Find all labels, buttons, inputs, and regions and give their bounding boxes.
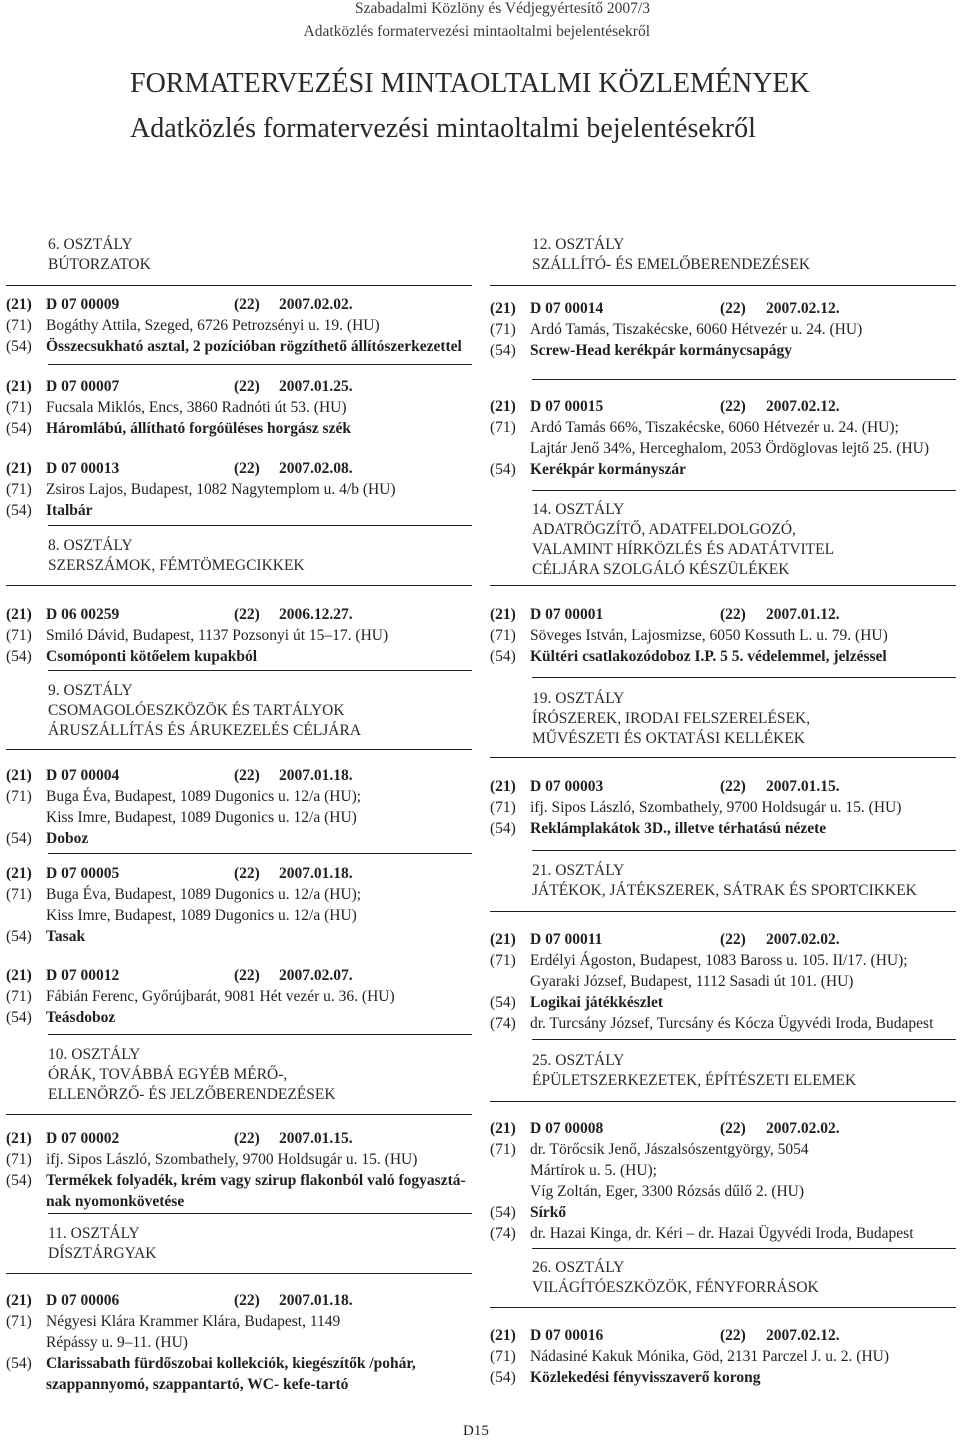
design-entry: (21) D 07 00014 (22) 2007.02.12. (71) Ardó Tamás, Tiszakécske, 6060 Hétvezér u. 24. (HU) (54) Screw-Head kerékpár kormánycsapágy — [490, 300, 863, 359]
design-entry: (21) D 07 00015 (22) 2007.02.12. (71) Ardó Tamás 66%, Tiszakécske, 6060 Hétvezér u. 24. (HU); Lajtár Jenő 34%, Herceghalom, 2053 Ördöglovas lejtő 25. (HU) (54) Kerékpár kormányszár — [490, 398, 930, 478]
divider — [48, 1034, 472, 1035]
class-name: CSOMAGOLÓESZKÖZÖK ÉS TARTÁLYOK — [48, 702, 345, 719]
divider — [48, 670, 472, 671]
reg-number: D 07 00007 — [46, 378, 120, 395]
divider — [6, 285, 472, 286]
class-number: 9. OSZTÁLY — [48, 682, 133, 699]
class-name: CÉLJÁRA SZOLGÁLÓ KÉSZÜLÉKEK — [532, 561, 790, 578]
applicant: Zsiros Lajos, Budapest, 1082 Nagytemplom u. 4/b (HU) — [46, 481, 396, 498]
agent: dr. Turcsány József, Turcsány és Kócza Ügyvédi Iroda, Budapest — [530, 1015, 934, 1032]
filing-date: 2007.01.15. — [279, 1130, 353, 1147]
design-title: Doboz — [46, 830, 89, 847]
class-heading — [48, 536, 305, 576]
applicant: ifj. Sipos László, Szombathely, 9700 Holdsugár u. 15. (HU) — [46, 1151, 418, 1168]
reg-number: D 07 00004 — [46, 767, 120, 784]
applicant: Ardó Tamás 66%, Tiszakécske, 6060 Hétvezér u. 24. (HU); — [530, 419, 899, 436]
applicant: Erdélyi Ágoston, Budapest, 1083 Baross u. 105. II/17. (HU); — [530, 952, 908, 969]
reg-number: D 07 00002 — [46, 1130, 120, 1147]
applicant: dr. Törőcsik Jenő, Jászalsószentgyörgy, 5054 — [530, 1141, 809, 1158]
class-name: VALAMINT HÍRKÖZLÉS ÉS ADATÁTVITEL — [532, 541, 835, 558]
applicant: Bogáthy Attila, Szeged, 6726 Petrozsényi u. 19. (HU) — [46, 317, 380, 334]
class-number: 11. OSZTÁLY — [48, 1225, 140, 1242]
reg-number: D 07 00008 — [530, 1120, 604, 1137]
page-title: FORMATERVEZÉSI MINTAOLTALMI KÖZLEMÉNYEK — [130, 68, 810, 99]
design-title: Közlekedési fényvisszaverő korong — [530, 1369, 761, 1386]
design-title: nak nyomonkövetése — [46, 1193, 185, 1210]
design-entry: (21) D 07 00006 (22) 2007.01.18. (71) Négyesi Klára Krammer Klára, Budapest, 1149 Répássy u. 9–11. (HU) (54) Clarissabath fürdőszobai kollekciók, kiegészítők /pohár, szappannyomó, szappantartó, WC- kefe-tartó — [6, 1292, 416, 1393]
applicant: Lajtár Jenő 34%, Herceghalom, 2053 Ördöglovas lejtő 25. (HU) — [530, 440, 930, 457]
filing-date: 2007.02.12. — [766, 300, 840, 317]
class-name: ÓRÁK, TOVÁBBÁ EGYÉB MÉRŐ-, — [48, 1066, 288, 1083]
design-title: Csomóponti kötőelem kupakból — [46, 648, 258, 665]
design-title: Italbár — [46, 502, 93, 519]
class-name: ÉPÜLETSZERKEZETEK, ÉPÍTÉSZETI ELEMEK — [532, 1072, 857, 1089]
design-title: Tasak — [46, 928, 86, 945]
filing-date: 2007.02.02. — [766, 1120, 840, 1137]
reg-number: D 06 00259 — [46, 606, 120, 623]
divider — [48, 525, 472, 526]
page-subtitle: Adatközlés formatervezési mintaoltalmi bejelentésekről — [130, 113, 756, 144]
design-title: Screw-Head kerékpár kormánycsapágy — [530, 342, 793, 359]
design-entry: (21) D 07 00003 (22) 2007.01.15. (71) ifj. Sipos László, Szombathely, 9700 Holdsugár u. 15. (HU) (54) Reklámplakátok 3D., illetve térhatású nézete — [490, 778, 902, 837]
class-name: VILÁGÍTÓESZKÖZÖK, FÉNYFORRÁSOK — [532, 1279, 819, 1296]
applicant: Nádasiné Kakuk Mónika, Göd, 2131 Parczel J. u. 2. (HU) — [530, 1348, 890, 1365]
applicant: Kiss Imre, Budapest, 1089 Dugonics u. 12/a (HU) — [46, 809, 357, 826]
divider — [490, 285, 956, 286]
design-entry: (21) D 07 00013 (22) 2007.02.08. (71) Zsiros Lajos, Budapest, 1082 Nagytemplom u. 4/b (HU) (54) Italbár — [6, 460, 396, 519]
design-entry: (21) D 07 00009 (22) 2007.02.02. (71) Bogáthy Attila, Szeged, 6726 Petrozsényi u. 19. (HU) (54) Összecsukható asztal, 2 pozícióban rögzíthető állítószerkezettel — [6, 296, 462, 355]
class-heading — [532, 1258, 819, 1298]
applicant: Buga Éva, Budapest, 1089 Dugonics u. 12/a (HU); — [46, 886, 362, 903]
class-heading — [532, 861, 917, 901]
applicant: Gyaraki József, Budapest, 1112 Sasadi út 101. (HU) — [530, 973, 854, 990]
divider — [490, 585, 956, 586]
filing-date: 2007.01.12. — [766, 606, 840, 623]
design-entry: (21) D 07 00008 (22) 2007.02.02. (71) dr. Törőcsik Jenő, Jászalsószentgyörgy, 5054 Mártírok u. 5. (HU); Víg Zoltán, Eger, 3300 Rózsás dűlő 2. (HU) (54) Sírkő (74) dr. Hazai Kinga, dr. Kéri – dr. Hazai Ügyvédi Iroda, Budapest — [490, 1120, 914, 1242]
reg-number: D 07 00006 — [46, 1292, 120, 1309]
class-name: ÁRUSZÁLLÍTÁS ÉS ÁRUKEZELÉS CÉLJÁRA — [48, 722, 362, 739]
running-header — [304, 0, 650, 42]
divider — [48, 364, 472, 365]
reg-number: D 07 00005 — [46, 865, 120, 882]
class-name: JÁTÉKOK, JÁTÉKSZEREK, SÁTRAK ÉS SPORTCIKKEK — [532, 882, 917, 899]
divider — [490, 1307, 956, 1308]
reg-number: D 07 00015 — [530, 398, 604, 415]
divider — [6, 1114, 472, 1115]
filing-date: 2007.02.07. — [279, 967, 353, 984]
applicant: Smiló Dávid, Budapest, 1137 Pozsonyi út 15–17. (HU) — [46, 627, 389, 644]
design-entry: (21) D 07 00011 (22) 2007.02.02. (71) Erdélyi Ágoston, Budapest, 1083 Baross u. 105. II/17. (HU); Gyaraki József, Budapest, 1112 Sasadi út 101. (HU) (54) Logikai játékkészlet (74) dr. Turcsány József, Turcsány és Kócza Ügyvédi Iroda, Budapest — [490, 931, 934, 1032]
class-heading — [532, 689, 810, 749]
design-title: szappannyomó, szappantartó, WC- kefe-tartó — [46, 1376, 349, 1393]
reg-number: D 07 00016 — [530, 1327, 604, 1344]
applicant: Ardó Tamás, Tiszakécske, 6060 Hétvezér u. 24. (HU) — [530, 321, 863, 338]
design-title: Háromlábú, állítható forgóüléses horgász szék — [46, 420, 351, 437]
class-heading — [532, 1051, 856, 1091]
applicant: ifj. Sipos László, Szombathely, 9700 Holdsugár u. 15. (HU) — [530, 799, 902, 816]
class-number: 6. OSZTÁLY — [48, 236, 133, 253]
design-title: Reklámplakátok 3D., illetve térhatású nézete — [530, 820, 827, 837]
journal-title: Szabadalmi Közlöny és Védjegyértesítő 2007/3 — [354, 0, 650, 17]
class-name: MŰVÉSZETI ÉS OKTATÁSI KELLÉKEK — [532, 730, 805, 747]
divider — [48, 1213, 472, 1214]
class-name: SZERSZÁMOK, FÉMTÖMEGCIKKEK — [48, 557, 305, 574]
divider — [6, 585, 472, 586]
divider — [490, 1101, 956, 1102]
filing-date: 2007.01.15. — [766, 778, 840, 795]
design-entry: (21) D 07 00004 (22) 2007.01.18. (71) Buga Éva, Budapest, 1089 Dugonics u. 12/a (HU); Kiss Imre, Budapest, 1089 Dugonics u. 12/a (HU) (54) Doboz — [6, 767, 362, 847]
reg-number: D 07 00001 — [530, 606, 604, 623]
class-name: ELLENŐRZŐ- ÉS JELZŐBERENDEZÉSEK — [48, 1086, 336, 1103]
page-number: D15 — [463, 1423, 489, 1439]
applicant: Víg Zoltán, Eger, 3300 Rózsás dűlő 2. (HU) — [530, 1183, 805, 1200]
filing-date: 2007.01.18. — [279, 865, 353, 882]
filing-date: 2007.02.08. — [279, 460, 353, 477]
design-title: Termékek folyadék, krém vagy szirup flakonból való fogyasztá- — [46, 1172, 466, 1189]
applicant: Négyesi Klára Krammer Klára, Budapest, 1149 — [46, 1313, 341, 1330]
class-heading — [532, 500, 834, 580]
divider — [490, 911, 956, 912]
divider — [532, 1039, 956, 1040]
design-title: Clarissabath fürdőszobai kollekciók, kiegészítők /pohár, — [46, 1355, 416, 1372]
design-title: Teásdoboz — [46, 1009, 116, 1026]
filing-date: 2007.01.18. — [279, 1292, 353, 1309]
applicant: Fucsala Miklós, Encs, 3860 Radnóti út 53. (HU) — [46, 399, 347, 416]
design-entry: (21) D 07 00001 (22) 2007.01.12. (71) Söveges István, Lajosmizse, 6050 Kossuth L. u. 79. (HU) (54) Kültéri csatlakozódoboz I.P. 5 5. védelemmel, jelzéssel — [490, 606, 888, 665]
reg-number: D 07 00014 — [530, 300, 604, 317]
class-name: ADATRÖGZÍTŐ, ADATFELDOLGOZÓ, — [532, 521, 796, 538]
applicant: Mártírok u. 5. (HU); — [530, 1162, 657, 1179]
design-entry: (21) D 07 00007 (22) 2007.01.25. (71) Fucsala Miklós, Encs, 3860 Radnóti út 53. (HU) (54) Háromlábú, állítható forgóüléses horgász szék — [6, 378, 353, 437]
class-number: 26. OSZTÁLY — [532, 1259, 625, 1276]
journal-section: Adatközlés formatervezési mintaoltalmi bejelentésekről — [303, 23, 650, 40]
class-number: 25. OSZTÁLY — [532, 1052, 625, 1069]
design-title: Sírkő — [530, 1204, 567, 1221]
design-entry: (21) D 07 00002 (22) 2007.01.15. (71) ifj. Sipos László, Szombathely, 9700 Holdsugár u. 15. (HU) (54) Termékek folyadék, krém vagy szirup flakonból való fogyasztá- nak nyomonkövetése — [6, 1130, 466, 1210]
design-entry: (21) D 07 00012 (22) 2007.02.07. (71) Fábián Ferenc, Győrújbarát, 9081 Hét vezér u. 36. (HU) (54) Teásdoboz — [6, 967, 395, 1026]
divider — [532, 490, 956, 491]
filing-date: 2006.12.27. — [279, 606, 353, 623]
reg-number: D 07 00009 — [46, 296, 120, 313]
design-title: Összecsukható asztal, 2 pozícióban rögzíthető állítószerkezettel — [46, 338, 462, 355]
reg-number: D 07 00013 — [46, 460, 120, 477]
class-number: 8. OSZTÁLY — [48, 537, 133, 554]
divider — [532, 677, 956, 678]
filing-date: 2007.01.25. — [279, 378, 353, 395]
class-number: 12. OSZTÁLY — [532, 236, 625, 253]
reg-number: D 07 00003 — [530, 778, 604, 795]
filing-date: 2007.02.02. — [766, 931, 840, 948]
applicant: Buga Éva, Budapest, 1089 Dugonics u. 12/a (HU); — [46, 788, 362, 805]
agent: dr. Hazai Kinga, dr. Kéri – dr. Hazai Ügyvédi Iroda, Budapest — [530, 1225, 914, 1242]
class-heading — [532, 235, 810, 275]
class-heading — [48, 235, 151, 275]
divider — [6, 749, 472, 750]
design-title: Logikai játékkészlet — [530, 994, 664, 1011]
divider — [6, 1273, 472, 1274]
applicant: Fábián Ferenc, Győrújbarát, 9081 Hét vezér u. 36. (HU) — [46, 988, 395, 1005]
class-number: 14. OSZTÁLY — [532, 501, 625, 518]
filing-date: 2007.02.12. — [766, 398, 840, 415]
design-title: Kültéri csatlakozódoboz I.P. 5 5. védelemmel, jelzéssel — [530, 648, 887, 665]
class-number: 19. OSZTÁLY — [532, 690, 625, 707]
divider — [490, 757, 956, 758]
design-entry: (21) D 07 00005 (22) 2007.01.18. (71) Buga Éva, Budapest, 1089 Dugonics u. 12/a (HU); Kiss Imre, Budapest, 1089 Dugonics u. 12/a (HU) (54) Tasak — [6, 865, 362, 945]
class-name: DÍSZTÁRGYAK — [48, 1245, 157, 1262]
applicant: Kiss Imre, Budapest, 1089 Dugonics u. 12/a (HU) — [46, 907, 357, 924]
class-name: SZÁLLÍTÓ- ÉS EMELŐBERENDEZÉSEK — [532, 256, 811, 273]
class-name: ÍRÓSZEREK, IRODAI FELSZERELÉSEK, — [532, 710, 811, 727]
class-heading — [48, 681, 361, 741]
class-heading — [48, 1224, 157, 1264]
divider — [532, 850, 956, 851]
reg-number: D 07 00011 — [530, 931, 603, 948]
applicant: Répássy u. 9–11. (HU) — [46, 1334, 188, 1351]
class-number: 21. OSZTÁLY — [532, 862, 625, 879]
design-entry: (21) D 07 00016 (22) 2007.02.12. (71) Nádasiné Kakuk Mónika, Göd, 2131 Parczel J. u. 2. (HU) (54) Közlekedési fényvisszaverő korong — [490, 1327, 890, 1386]
divider — [532, 1248, 956, 1249]
divider — [532, 379, 956, 380]
applicant: Söveges István, Lajosmizse, 6050 Kossuth L. u. 79. (HU) — [530, 627, 888, 644]
design-entry: (21) D 06 00259 (22) 2006.12.27. (71) Smiló Dávid, Budapest, 1137 Pozsonyi út 15–17. (HU) (54) Csomóponti kötőelem kupakból — [6, 606, 389, 665]
divider — [48, 853, 472, 854]
filing-date: 2007.02.12. — [766, 1327, 840, 1344]
design-title: Kerékpár kormányszár — [530, 461, 686, 478]
class-heading — [48, 1045, 336, 1105]
class-number: 10. OSZTÁLY — [48, 1046, 141, 1063]
reg-number: D 07 00012 — [46, 967, 120, 984]
class-name: BÚTORZATOK — [48, 256, 151, 273]
filing-date: 2007.01.18. — [279, 767, 353, 784]
filing-date: 2007.02.02. — [279, 296, 353, 313]
